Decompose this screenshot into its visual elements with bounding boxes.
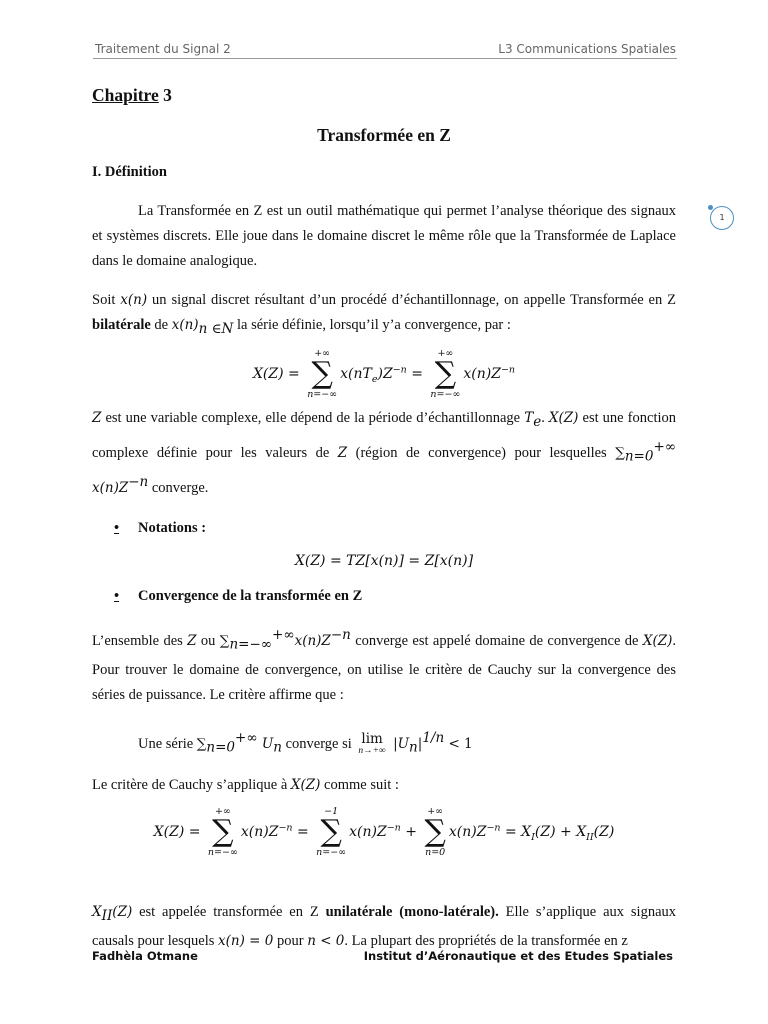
paragraph-unilateral: $X_{II}(Z)$ est appelée transformée en Z unilatérale (mono-latérale). Elle s’applique aux signaux causals pour lesquels x(n) = 0 pour n < 0. La plupart des propriétés de la transformée en z <box>92 903 677 949</box>
bullet-icon: • <box>114 520 120 537</box>
chapter-word: Chapitre <box>92 85 159 105</box>
page-number-badge: 1 <box>710 206 734 230</box>
sigma: ∑ <box>212 813 234 849</box>
bullet-icon: • <box>114 588 120 605</box>
paragraph-bilateral-definition: Soit x(n) un signal discret résultant d’un procédé d’échantillonnage, on appelle Transformée en Z bilatérale de $x(n)_{n \in N}$ la série définie, lorsqu’il y’a convergence, par : <box>92 292 677 337</box>
document-body <box>92 82 676 954</box>
paragraph-intro: La Transformée en Z est un outil mathématique qui permet l’analyse théorique des signaux et systèmes discrets. Elle joue dans le domaine discret le même rôle que la Transformée de Laplace dans le domaine analogique. <box>92 203 676 269</box>
chapter-number: 3 <box>158 85 172 105</box>
bullet-convergence: • Convergence de la transformée en Z <box>114 584 676 609</box>
equation-notation: X(Z) = TZ[x(n)] = Z[x(n)] <box>294 553 474 570</box>
footer-institution: Institut d’Aéronautique et des Etudes Spatiales <box>363 949 673 963</box>
equation-bilateral-z: X(Z) = +∞ ∑ n=−∞ $x(nT_e)Z^{-n}$ = +∞ ∑ n=−∞ $x(n)Z^{-n}$ <box>252 347 516 400</box>
section-heading: I. Définition <box>92 164 167 180</box>
paragraph-convergence-domain: L’ensemble des Z ou $\sum_{n=-\infty}^{+\infty}x(n)Z^{-n}$ converge est appelé domaine de convergence de X(Z). Pour trouver le domaine de convergence, on utilise le critère de Cauchy sur la convergence des séries de puissance. Le critère affirme que : <box>92 627 676 704</box>
footer-author: Fadhèla Otmane <box>92 949 198 963</box>
bullet-notations: • Notations : <box>114 516 676 541</box>
header-course-title: Traitement du Signal 2 <box>95 42 231 56</box>
equation-decomposition: X(Z) = +∞ ∑ n=−∞ $x(n)Z^{-n}$ = −1 ∑ n=−∞ $x(n)Z^{-n}$ + +∞ ∑ n=0 $x(n)Z^{-n} = X_I(Z) + X_{II}(Z)$ <box>153 805 615 858</box>
cauchy-criterion: Une série $\sum_{n=0}^{+\infty}$ $U_n$ converge si lim n→+∞ $|U_n|^{1/n} < 1$ <box>138 730 473 757</box>
paragraph-cauchy-apply: Le critère de Cauchy s’applique à X(Z) comme suit : <box>92 776 399 793</box>
header-divider <box>93 58 677 59</box>
header-class-name: L3 Communications Spatiales <box>498 42 676 56</box>
page-title: Transformée en Z <box>317 125 451 145</box>
chapter-heading <box>92 82 676 108</box>
paragraph-complex-variable: Z est une variable complexe, elle dépend de la période d’échantillonnage $T_e$. X(Z) est une fonction complexe définie pour les valeurs de Z (région de convergence) pour lesquelles $\sum_{n=0}^{+\infty}$ $x(n)Z^{-n}$ converge. <box>92 409 677 496</box>
